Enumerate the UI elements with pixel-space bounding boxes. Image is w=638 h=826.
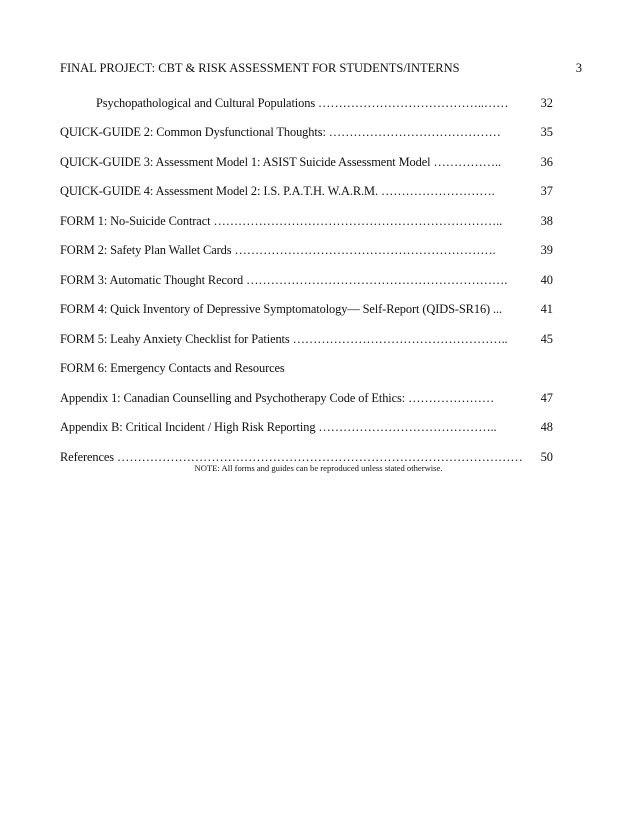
page-number: 3: [575, 61, 582, 75]
toc-entry: [60, 413, 553, 443]
toc-entry: [60, 88, 553, 118]
running-header: [60, 60, 582, 76]
toc-entry-text: Appendix 1: Canadian Counselling and Psychotherapy Code of Ethics: …………………: [60, 390, 495, 405]
toc-entry: [60, 206, 553, 236]
toc-entry-text: FORM 1: No-Suicide Contract ……………………………………………………………..: [60, 213, 503, 228]
toc-entry-text: QUICK-GUIDE 2: Common Dysfunctional Thoughts: ……………………………………: [60, 125, 501, 140]
toc-entry-page: 37: [540, 184, 553, 199]
toc-entry: [60, 295, 553, 325]
toc-entry-text: Psychopathological and Cultural Populations …………………………………..……: [96, 95, 509, 110]
toc-entry: [60, 147, 553, 177]
toc-entry: [60, 118, 553, 148]
toc-entry: [60, 265, 553, 295]
table-of-contents: [60, 88, 553, 472]
toc-entry-text: References ………………………………………………………………………………………: [60, 449, 523, 464]
toc-entry-text: FORM 5: Leahy Anxiety Checklist for Patients ……………………………………………..: [60, 331, 508, 346]
toc-entry-page: 50: [540, 449, 553, 464]
reproduction-note: NOTE: All forms and guides can be reproduced unless stated otherwise.: [194, 463, 443, 473]
running-header-title: FINAL PROJECT: CBT & RISK ASSESSMENT FOR STUDENTS/INTERNS: [60, 61, 460, 75]
toc-entry: [60, 236, 553, 266]
toc-entry-text: FORM 3: Automatic Thought Record ……………………………………………………….: [60, 272, 508, 287]
toc-entry-text: FORM 6: Emergency Contacts and Resources: [60, 361, 285, 376]
toc-entry: [60, 177, 553, 207]
toc-entry: [60, 324, 553, 354]
toc-entry-text: QUICK-GUIDE 4: Assessment Model 2: I.S. P.A.T.H. W.A.R.M. ……………………….: [60, 184, 495, 199]
toc-entry: [60, 383, 553, 413]
toc-entry-text: QUICK-GUIDE 3: Assessment Model 1: ASIST Suicide Assessment Model ……………..: [60, 154, 501, 169]
toc-entry-page: 38: [540, 213, 553, 228]
toc-entry-page: 39: [540, 243, 553, 258]
toc-entry-page: 35: [540, 125, 553, 140]
toc-entry-page: 41: [540, 302, 553, 317]
toc-entry-text: FORM 4: Quick Inventory of Depressive Symptomatology— Self-Report (QIDS-SR16) ...: [60, 302, 503, 317]
toc-entry: [60, 354, 553, 384]
toc-entry-text: Appendix B: Critical Incident / High Risk Reporting ……………………………………..: [60, 420, 497, 435]
toc-entry-page: 48: [540, 420, 553, 435]
toc-entry-page: 40: [540, 272, 553, 287]
toc-entry-page: 47: [540, 390, 553, 405]
toc-entry-page: 45: [540, 331, 553, 346]
toc-entry-text: FORM 2: Safety Plan Wallet Cards ……………………………………………………….: [60, 243, 496, 258]
toc-entry-page: 32: [540, 95, 553, 110]
toc-entry-page: 36: [540, 154, 553, 169]
